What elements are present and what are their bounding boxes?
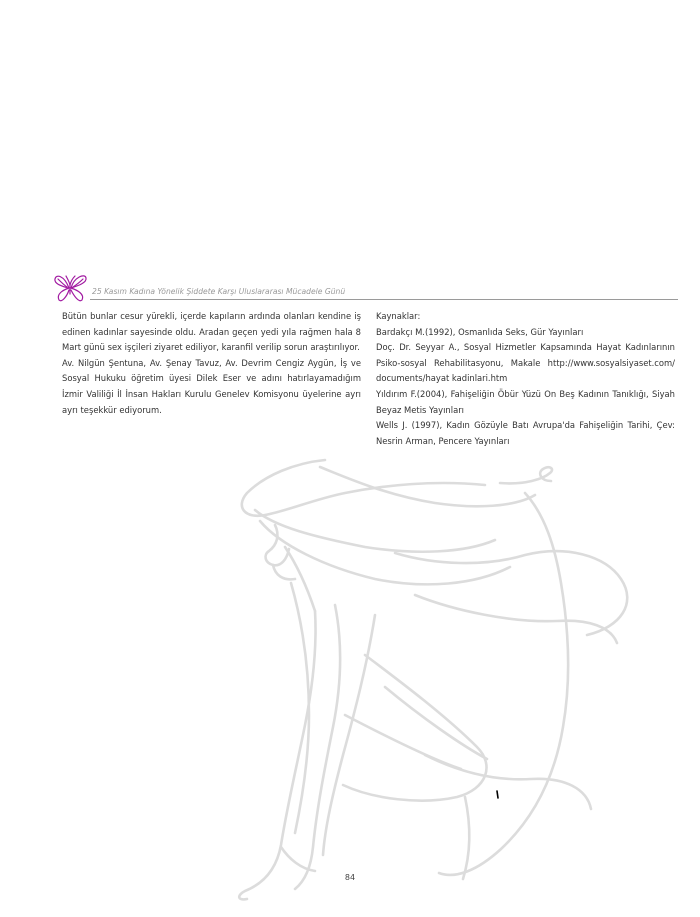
header-title: 25 Kasım Kadına Yönelik Şiddete Karşı Uluslararası Mücadele Günü	[92, 287, 346, 296]
header-rule	[90, 299, 678, 300]
page-header	[54, 270, 678, 304]
references-column	[376, 309, 675, 449]
body-paragraph-2: Av. Nilgün Şentuna, Av. Şenay Tavuz, Av. Devrim Cengiz Aygün, İş ve Sosyal Hukuku öğretim üyesi Dilek Eser ve adını hatırlayamadığım İzmir Valiliği İl İnsan Hakları Kurulu Genelev Komisyonu üyelerine ayrı ayrı teşekkür ediyorum.	[62, 357, 361, 415]
references-heading: Kaynaklar:	[376, 311, 421, 321]
butterfly-icon	[54, 273, 88, 303]
woman-line-drawing-icon	[225, 455, 635, 905]
reference-item: Doç. Dr. Seyyar A., Sosyal Hizmetler Kapsamında Hayat Kadınlarının Psiko-sosyal Rehabilitasyonu, Makale http://www.sosyalsiyaset.com/ documents/hayat kadinlari.htm	[376, 342, 675, 384]
reference-item: Bardakçı M.(1992), Osmanlıda Seks, Gür Yayınları	[376, 326, 584, 337]
page-number: 84	[344, 873, 356, 882]
left-column	[62, 309, 361, 418]
reference-item: Yıldırım F.(2004), Fahişeliğin Öbür Yüzü On Beş Kadının Tanıklığı, Siyah Beyaz Metis Yayınları	[376, 388, 675, 415]
reference-item: Wells J. (1997), Kadın Gözüyle Batı Avrupa'da Fahişeliğin Tarihi, Çev: Nesrin Arman, Pencere Yayınları	[376, 420, 675, 446]
body-paragraph-1: Bütün bunlar cesur yürekli, içerde kapıların ardında olanları kendine iş edinen kadınlar sayesinde oldu. Aradan geçen yedi yıla rağmen hala 8 Mart günü sex işçileri ziyaret ediliyor, karanfil verilip sorun araştırılıyor.	[62, 311, 361, 353]
